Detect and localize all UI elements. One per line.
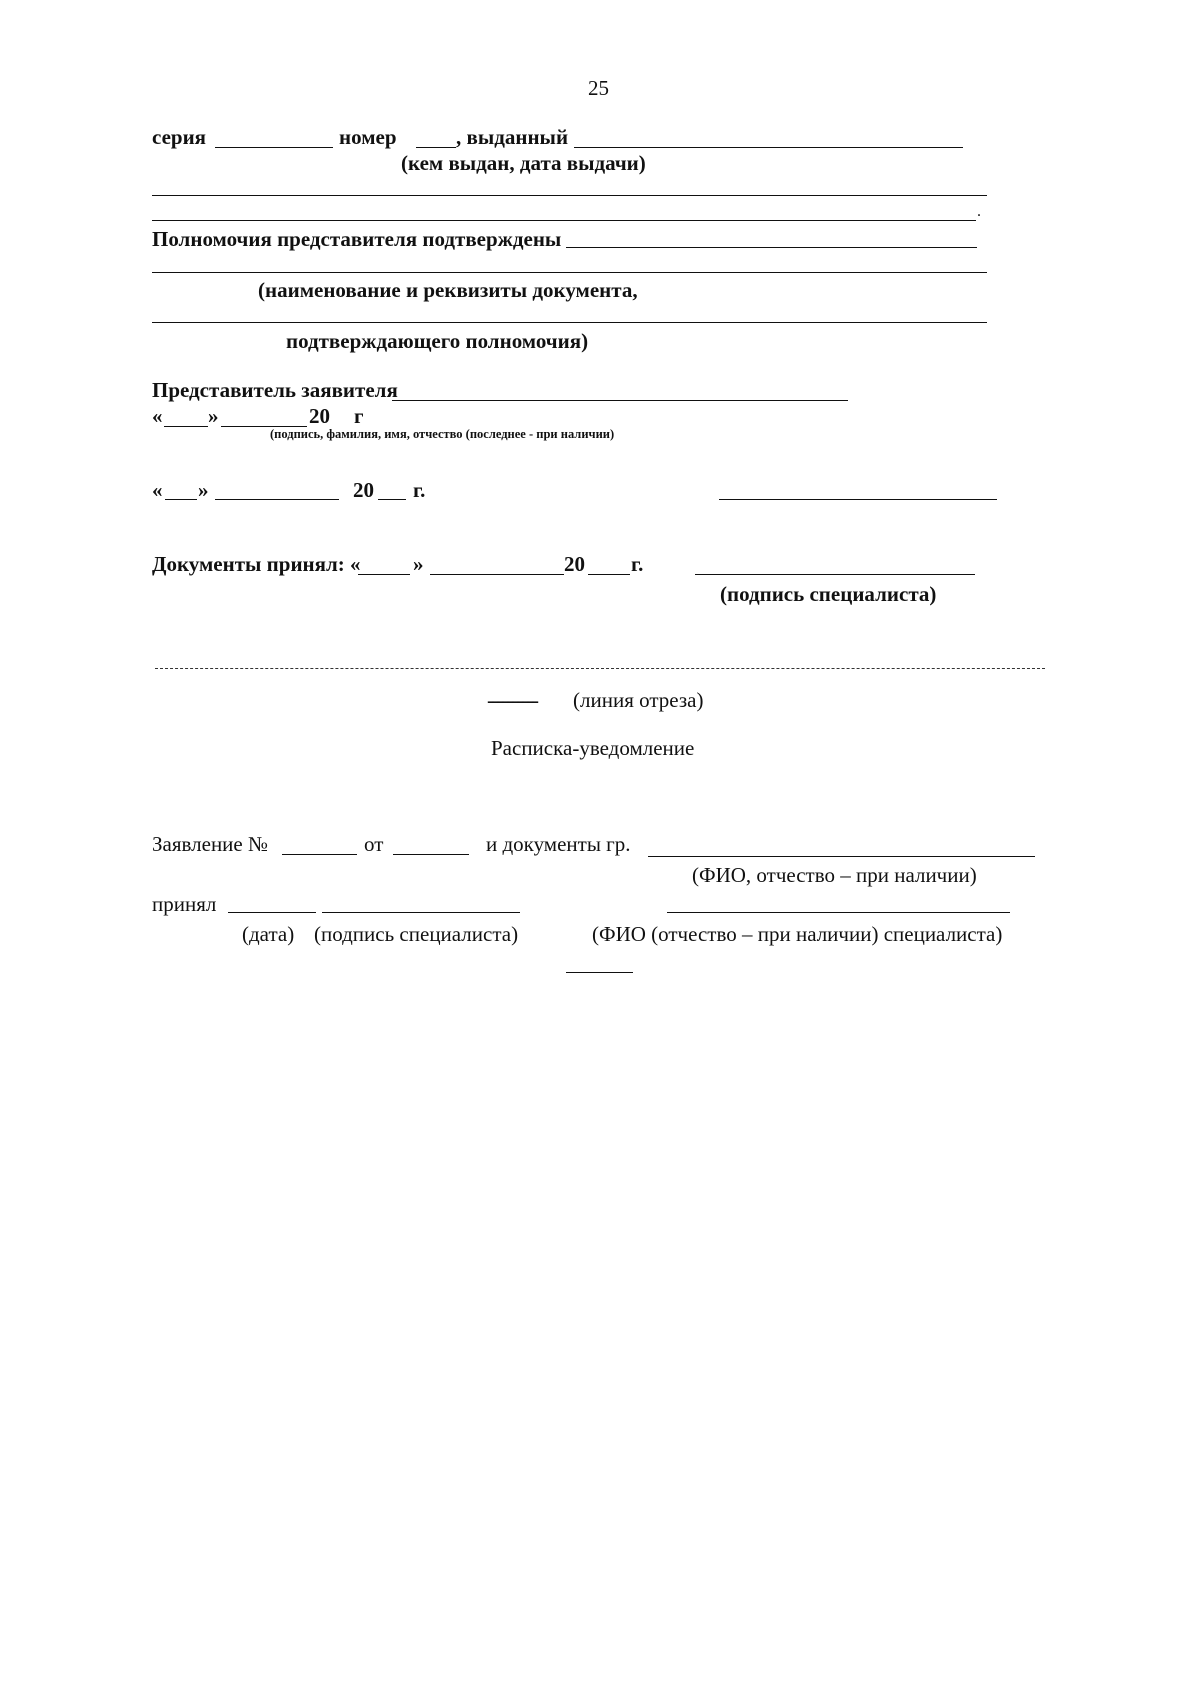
representative-field[interactable] [392,400,848,401]
accepted-signature-field[interactable] [695,574,975,575]
series-label: серия [152,125,207,149]
authority-field[interactable] [566,247,977,248]
authority-caption-2: подтверждающего полномочия) [286,329,589,353]
application-label: Заявление № [152,832,269,856]
representative-year-suffix: г [354,404,364,428]
signature-caption: (подпись специалиста) [314,922,519,946]
representative-signature-caption: (подпись, фамилия, имя, отчество (последнее - при наличии) [270,427,615,441]
accepted-by-label: принял [152,892,217,916]
from-label: от [364,832,384,856]
end-mark-line [566,972,633,973]
specialist-caption: (ФИО (отчество – при наличии) специалиста) [592,922,1003,946]
representative-year-prefix: 20 [309,404,330,428]
date-day-field[interactable] [165,499,197,500]
accepted-year-suffix: г. [631,552,644,576]
authority-line-3[interactable] [152,322,987,323]
issued-by-field[interactable] [574,147,963,148]
receipt-date-field[interactable] [228,912,316,913]
date-quote-open: « [152,478,163,502]
receipt-title: Расписка-уведомление [491,736,695,760]
date-month-field[interactable] [215,499,339,500]
number-label: номер [339,125,397,149]
accepted-label: Документы принял: « [152,552,361,576]
issued-label: , выданный [456,125,569,149]
applicant-name-field[interactable] [648,856,1035,857]
accepted-day-field[interactable] [358,574,410,575]
representative-day-field[interactable] [164,426,208,427]
number-field[interactable] [416,147,456,148]
cut-line [155,668,1045,669]
accepted-year-field[interactable] [588,574,630,575]
date-year-prefix: 20 [353,478,374,502]
receipt-specialist-field[interactable] [667,912,1010,913]
page-number: 25 [588,76,609,100]
documents-label: и документы гр. [486,832,631,856]
representative-label: Представитель заявителя [152,378,398,402]
date-caption: (дата) [242,922,295,946]
application-date-field[interactable] [393,854,469,855]
issued-continuation-line-1[interactable] [152,195,987,196]
issued-caption: (кем выдан, дата выдачи) [401,151,646,175]
cut-line-label: (линия отреза) [573,688,704,712]
accepted-signature-caption: (подпись специалиста) [720,582,937,606]
date-year-field[interactable] [378,499,406,500]
date-signature-field[interactable] [719,499,997,500]
date-quote-close: » [198,478,209,502]
cut-line-dashes: ---------- [487,688,537,712]
authority-caption-1: (наименование и реквизиты документа, [258,278,638,302]
receipt-signature-field[interactable] [322,912,520,913]
accepted-quote-close: » [413,552,424,576]
accepted-month-field[interactable] [430,574,564,575]
representative-quote-close: » [208,404,219,428]
date-year-suffix: г. [413,478,426,502]
representative-quote-open: « [152,404,163,428]
authority-line-2[interactable] [152,272,987,273]
fio-caption: (ФИО, отчество – при наличии) [692,863,977,887]
line-end-mark: . [977,203,981,220]
authority-label: Полномочия представителя подтверждены [152,227,562,251]
accepted-year-prefix: 20 [564,552,585,576]
issued-continuation-line-2[interactable] [152,220,976,221]
application-number-field[interactable] [282,854,357,855]
series-field[interactable] [215,147,333,148]
